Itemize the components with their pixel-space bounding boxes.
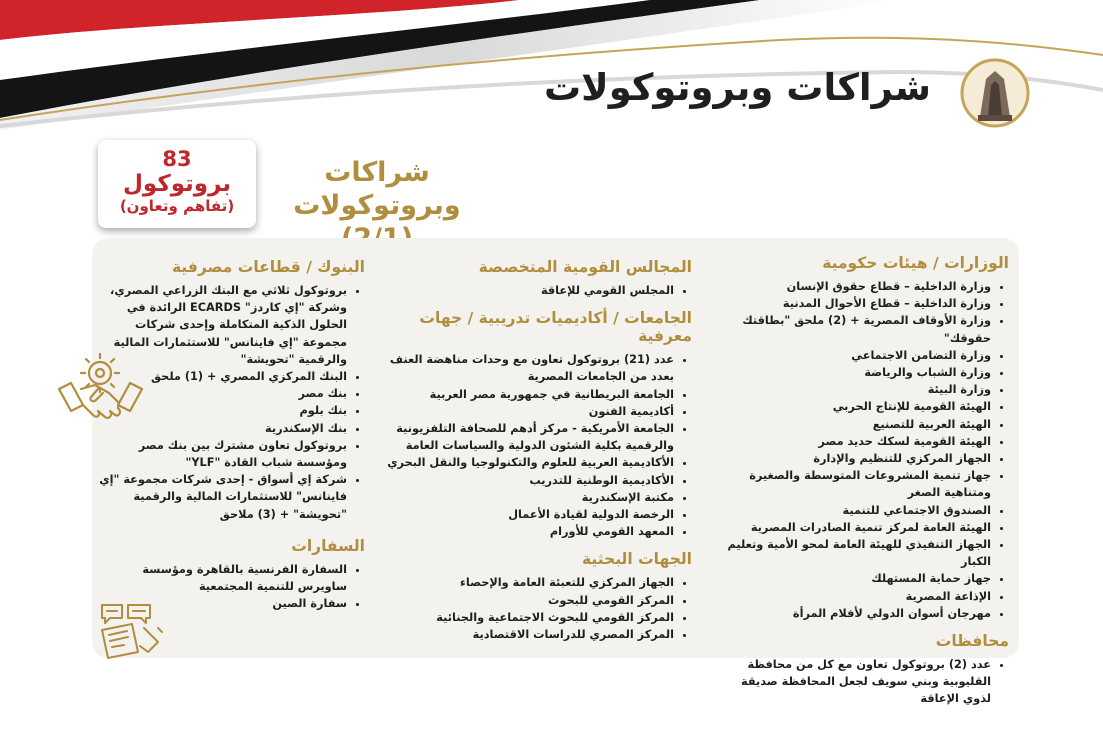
research-heading: الجهات البحثية <box>581 550 692 569</box>
list-item: • الأكاديمية الوطنية للتدريب <box>372 472 674 489</box>
list-item: • جهاز حماية المستهلك <box>709 570 991 587</box>
gear-handshake-icon <box>53 353 148 425</box>
list-item: • الجامعة البريطانية في جمهورية مصر العربية <box>372 386 674 403</box>
list-item: • الرخصة الدولية لقيادة الأعمال <box>372 506 674 523</box>
list-item: • مكتبة الإسكندرية <box>372 489 674 506</box>
protocol-count: 83 <box>162 147 192 171</box>
list-item: • الجهاز المركزي للتعبئة العامة والإحصاء <box>372 574 674 591</box>
list-item: • وزارة الداخلية – قطاع حقوق الإنسان <box>709 278 991 295</box>
list-item: • وزارة الشباب والرياضة <box>709 364 991 381</box>
list-item: • الجهاز التنفيذي للهيئة العامة لمحو الأمية وتعليم الكبار <box>709 536 991 570</box>
list-item: • شركة إي أسواق - إحدى شركات مجموعة "إي فاينانس" للاستثمارات المالية والرقمية "تحويشة" + (3) ملاحق <box>95 471 347 523</box>
banks-heading: البنوك / قطاعات مصرفية <box>171 258 365 276</box>
councils-list <box>372 282 692 299</box>
subtitle-line-1: شراكات <box>324 157 430 188</box>
list-item: • المركز القومي للبحوث <box>372 592 674 609</box>
ministries-list <box>709 278 1009 622</box>
list-item: • الهيئة العامة لمركز تنمية الصادرات المصرية <box>709 519 991 536</box>
list-item: • الإذاعة المصرية <box>709 588 991 605</box>
contract-chat-icon <box>98 602 166 660</box>
banks-embassies-column <box>95 258 365 622</box>
list-item: • بنك بلوم <box>95 402 347 419</box>
page-title: شراكات وبروتوكولات <box>543 66 931 109</box>
universities-list <box>372 351 692 540</box>
councils-heading: المجالس القومية المتخصصة <box>478 258 692 276</box>
list-item: • جهاز تنمية المشروعات المتوسطة والصغيرة ومتناهية الصغر <box>709 467 991 501</box>
research-list <box>372 574 692 643</box>
list-item: • وزارة التضامن الاجتماعي <box>709 347 991 364</box>
list-item: • المجلس القومي للإعاقة <box>372 282 674 299</box>
ministries-column <box>709 254 1009 718</box>
list-item: • أكاديمية الفنون <box>372 403 674 420</box>
embassies-heading: السفارات <box>291 536 365 555</box>
list-item: • عدد (21) بروتوكول تعاون مع وحدات مناهضة العنف بعدد من الجامعات المصرية <box>372 351 674 385</box>
list-item: • سفارة الصين <box>95 595 347 612</box>
list-item: • الجامعة الأمريكية - مركز أدهم للصحافة التلفزيونية والرقمية بكلية الشئون الدولية والسياسات العامة <box>372 420 674 454</box>
ministry-emblem-icon <box>958 55 1032 131</box>
governorates-list <box>709 656 1009 708</box>
list-item: • وزارة الأوقاف المصرية + (2) ملحق "بطاقتك حقوقك" <box>709 312 991 346</box>
list-item: • المعهد القومي للأورام <box>372 523 674 540</box>
list-item: • عدد (2) بروتوكول تعاون مع كل من محافظة القليوبية وبني سويف لجعل المحافظة صديقة لذوي الإعاقة <box>709 656 991 708</box>
list-item: • مهرجان أسوان الدولي لأفلام المرأة <box>709 605 991 622</box>
list-item: • بروتوكول ثلاثي مع البنك الزراعي المصري، وشركة "إي كاردز" ECARDS الرائدة في الحلول الذكية المتكاملة وإحدى شركات مجموعة "إي فاينانس" للاستثمارات المالية والرقمية "تحويشة" <box>95 282 347 368</box>
protocol-count-card <box>98 140 256 228</box>
protocol-label: بروتوكول <box>122 171 232 197</box>
councils-universities-column <box>372 258 692 653</box>
list-item: • بنك مصر <box>95 385 347 402</box>
list-item: • الهيئة العربية للتصنيع <box>709 416 991 433</box>
list-item: • الجهاز المركزي للتنظيم والإدارة <box>709 450 991 467</box>
list-item: • المركز المصري للدراسات الاقتصادية <box>372 626 674 643</box>
list-item: • الهيئة القومية لسكك حديد مصر <box>709 433 991 450</box>
ministries-heading: الوزارات / هيئات حكومية <box>822 254 1009 272</box>
list-item: • وزارة البيئة <box>709 381 991 398</box>
list-item: • الأكاديمية العربية للعلوم والتكنولوجيا والنقل البحري <box>372 454 674 471</box>
list-item: • بروتوكول تعاون مشترك بين بنك مصر ومؤسسة شباب القادة "YLF" <box>95 437 347 471</box>
protocol-sublabel: (تفاهم وتعاون) <box>119 197 235 215</box>
universities-heading: الجامعات / أكاديميات تدريبية / جهات معرفية <box>419 309 692 346</box>
list-item: • الصندوق الاجتماعي للتنمية <box>709 502 991 519</box>
list-item: • السفارة الفرنسية بالقاهرة ومؤسسة ساويرس للتنمية المجتمعية <box>95 561 347 595</box>
list-item: • الهيئة القومية للإنتاج الحربي <box>709 398 991 415</box>
list-item: • المركز القومي للبحوث الاجتماعية والجنائية <box>372 609 674 626</box>
subtitle-line-2: وبروتوكولات <box>293 190 461 221</box>
list-item: • وزارة الداخلية – قطاع الأحوال المدنية <box>709 295 991 312</box>
list-item: • بنك الإسكندرية <box>95 420 347 437</box>
governorates-heading: محافظات <box>935 632 1009 651</box>
list-item: • البنك المركزي المصري + (1) ملحق <box>95 368 347 385</box>
flag-stripe-decoration <box>0 0 1103 130</box>
